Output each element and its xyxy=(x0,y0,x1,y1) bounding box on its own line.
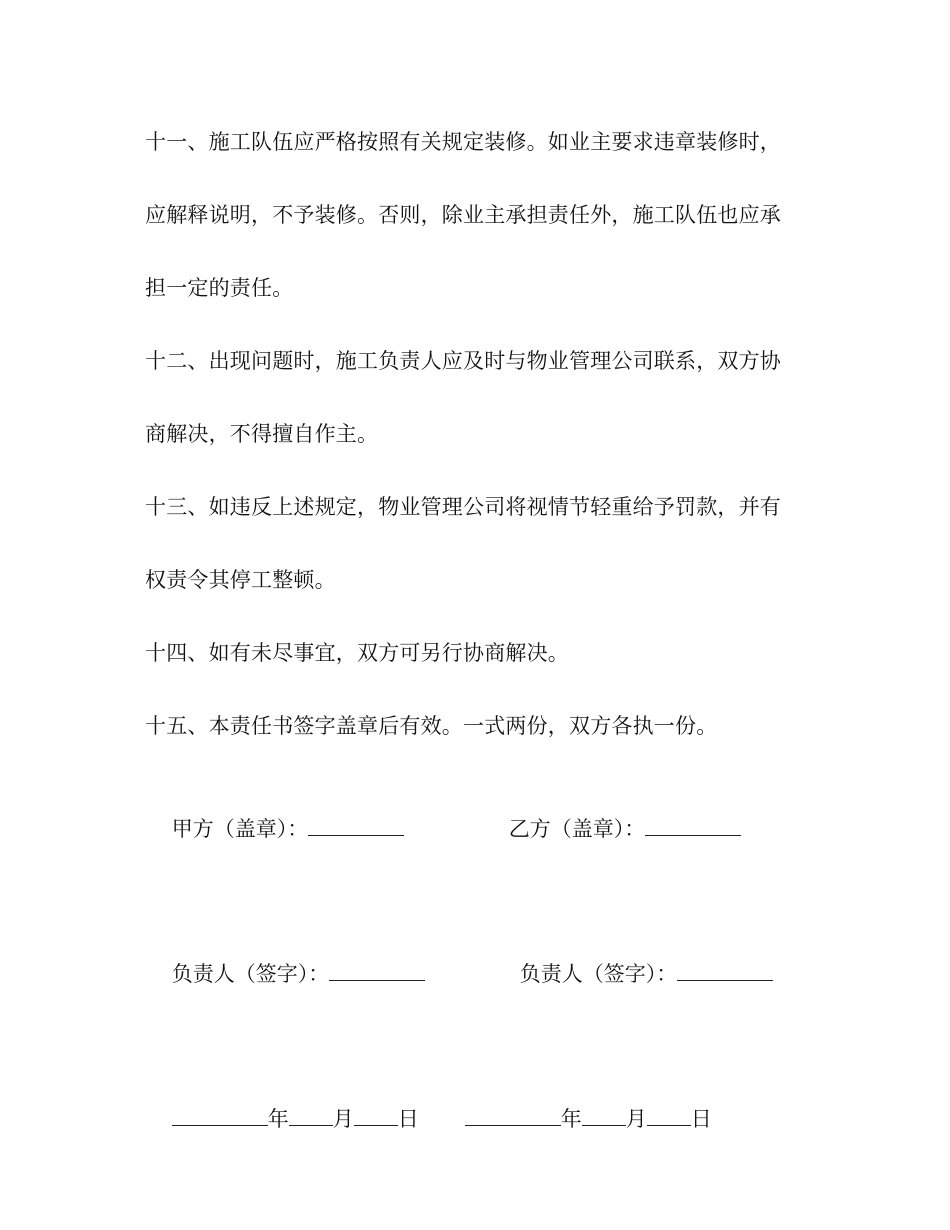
month-label-b: 月 xyxy=(625,1107,647,1131)
party-b-person-label: 负责人（签字）： xyxy=(519,962,678,986)
seal-row-b xyxy=(482,785,741,871)
party-a-year-blank[interactable] xyxy=(172,1103,268,1126)
party-b-seal-label: 乙方（盖章）： xyxy=(508,817,646,841)
date-row-a xyxy=(145,1075,419,1161)
day-label-b: 日 xyxy=(690,1107,712,1131)
year-label-a: 年 xyxy=(267,1107,289,1131)
seal-row xyxy=(145,785,404,871)
clause-11-line-1: 十一、施工队伍应严格按照有关规定装修。如业主要求违章装修时， xyxy=(145,130,781,154)
party-b-month-blank[interactable] xyxy=(582,1103,626,1126)
clause-11-line-2: 应解释说明，不予装修。否则，除业主承担责任外，施工队伍也应承 xyxy=(145,203,781,227)
party-a-person-label: 负责人（签字）： xyxy=(171,962,330,986)
person-row xyxy=(145,930,425,1016)
person-row-b xyxy=(493,930,773,1016)
party-a-seal-label: 甲方（盖章）： xyxy=(171,817,309,841)
month-label-a: 月 xyxy=(332,1107,354,1131)
clause-11-line-3: 担一定的责任。 xyxy=(145,276,294,300)
date-row-b xyxy=(438,1075,712,1161)
clause-12-line-2: 商解决，不得擅自作主。 xyxy=(145,422,379,446)
party-a-month-blank[interactable] xyxy=(289,1103,333,1126)
party-a-seal-blank[interactable] xyxy=(308,813,404,836)
party-a-person-blank[interactable] xyxy=(329,958,425,981)
clause-12-line-1: 十二、出现问题时，施工负责人应及时与物业管理公司联系，双方协 xyxy=(145,349,781,373)
clause-14: 十四、如有未尽事宜，双方可另行协商解决。 xyxy=(145,641,569,665)
party-b-day-blank[interactable] xyxy=(647,1103,691,1126)
year-label-b: 年 xyxy=(560,1107,582,1131)
party-a-day-blank[interactable] xyxy=(354,1103,398,1126)
party-b-year-blank[interactable] xyxy=(465,1103,561,1126)
party-b-person-blank[interactable] xyxy=(677,958,773,981)
clause-13-line-1: 十三、如违反上述规定，物业管理公司将视情节轻重给予罚款，并有 xyxy=(145,495,781,519)
clause-13-line-2: 权责令其停工整顿。 xyxy=(145,568,336,592)
day-label-a: 日 xyxy=(397,1107,419,1131)
party-b-seal-blank[interactable] xyxy=(645,813,741,836)
clause-15: 十五、本责任书签字盖章后有效。一式两份，双方各执一份。 xyxy=(145,714,718,738)
